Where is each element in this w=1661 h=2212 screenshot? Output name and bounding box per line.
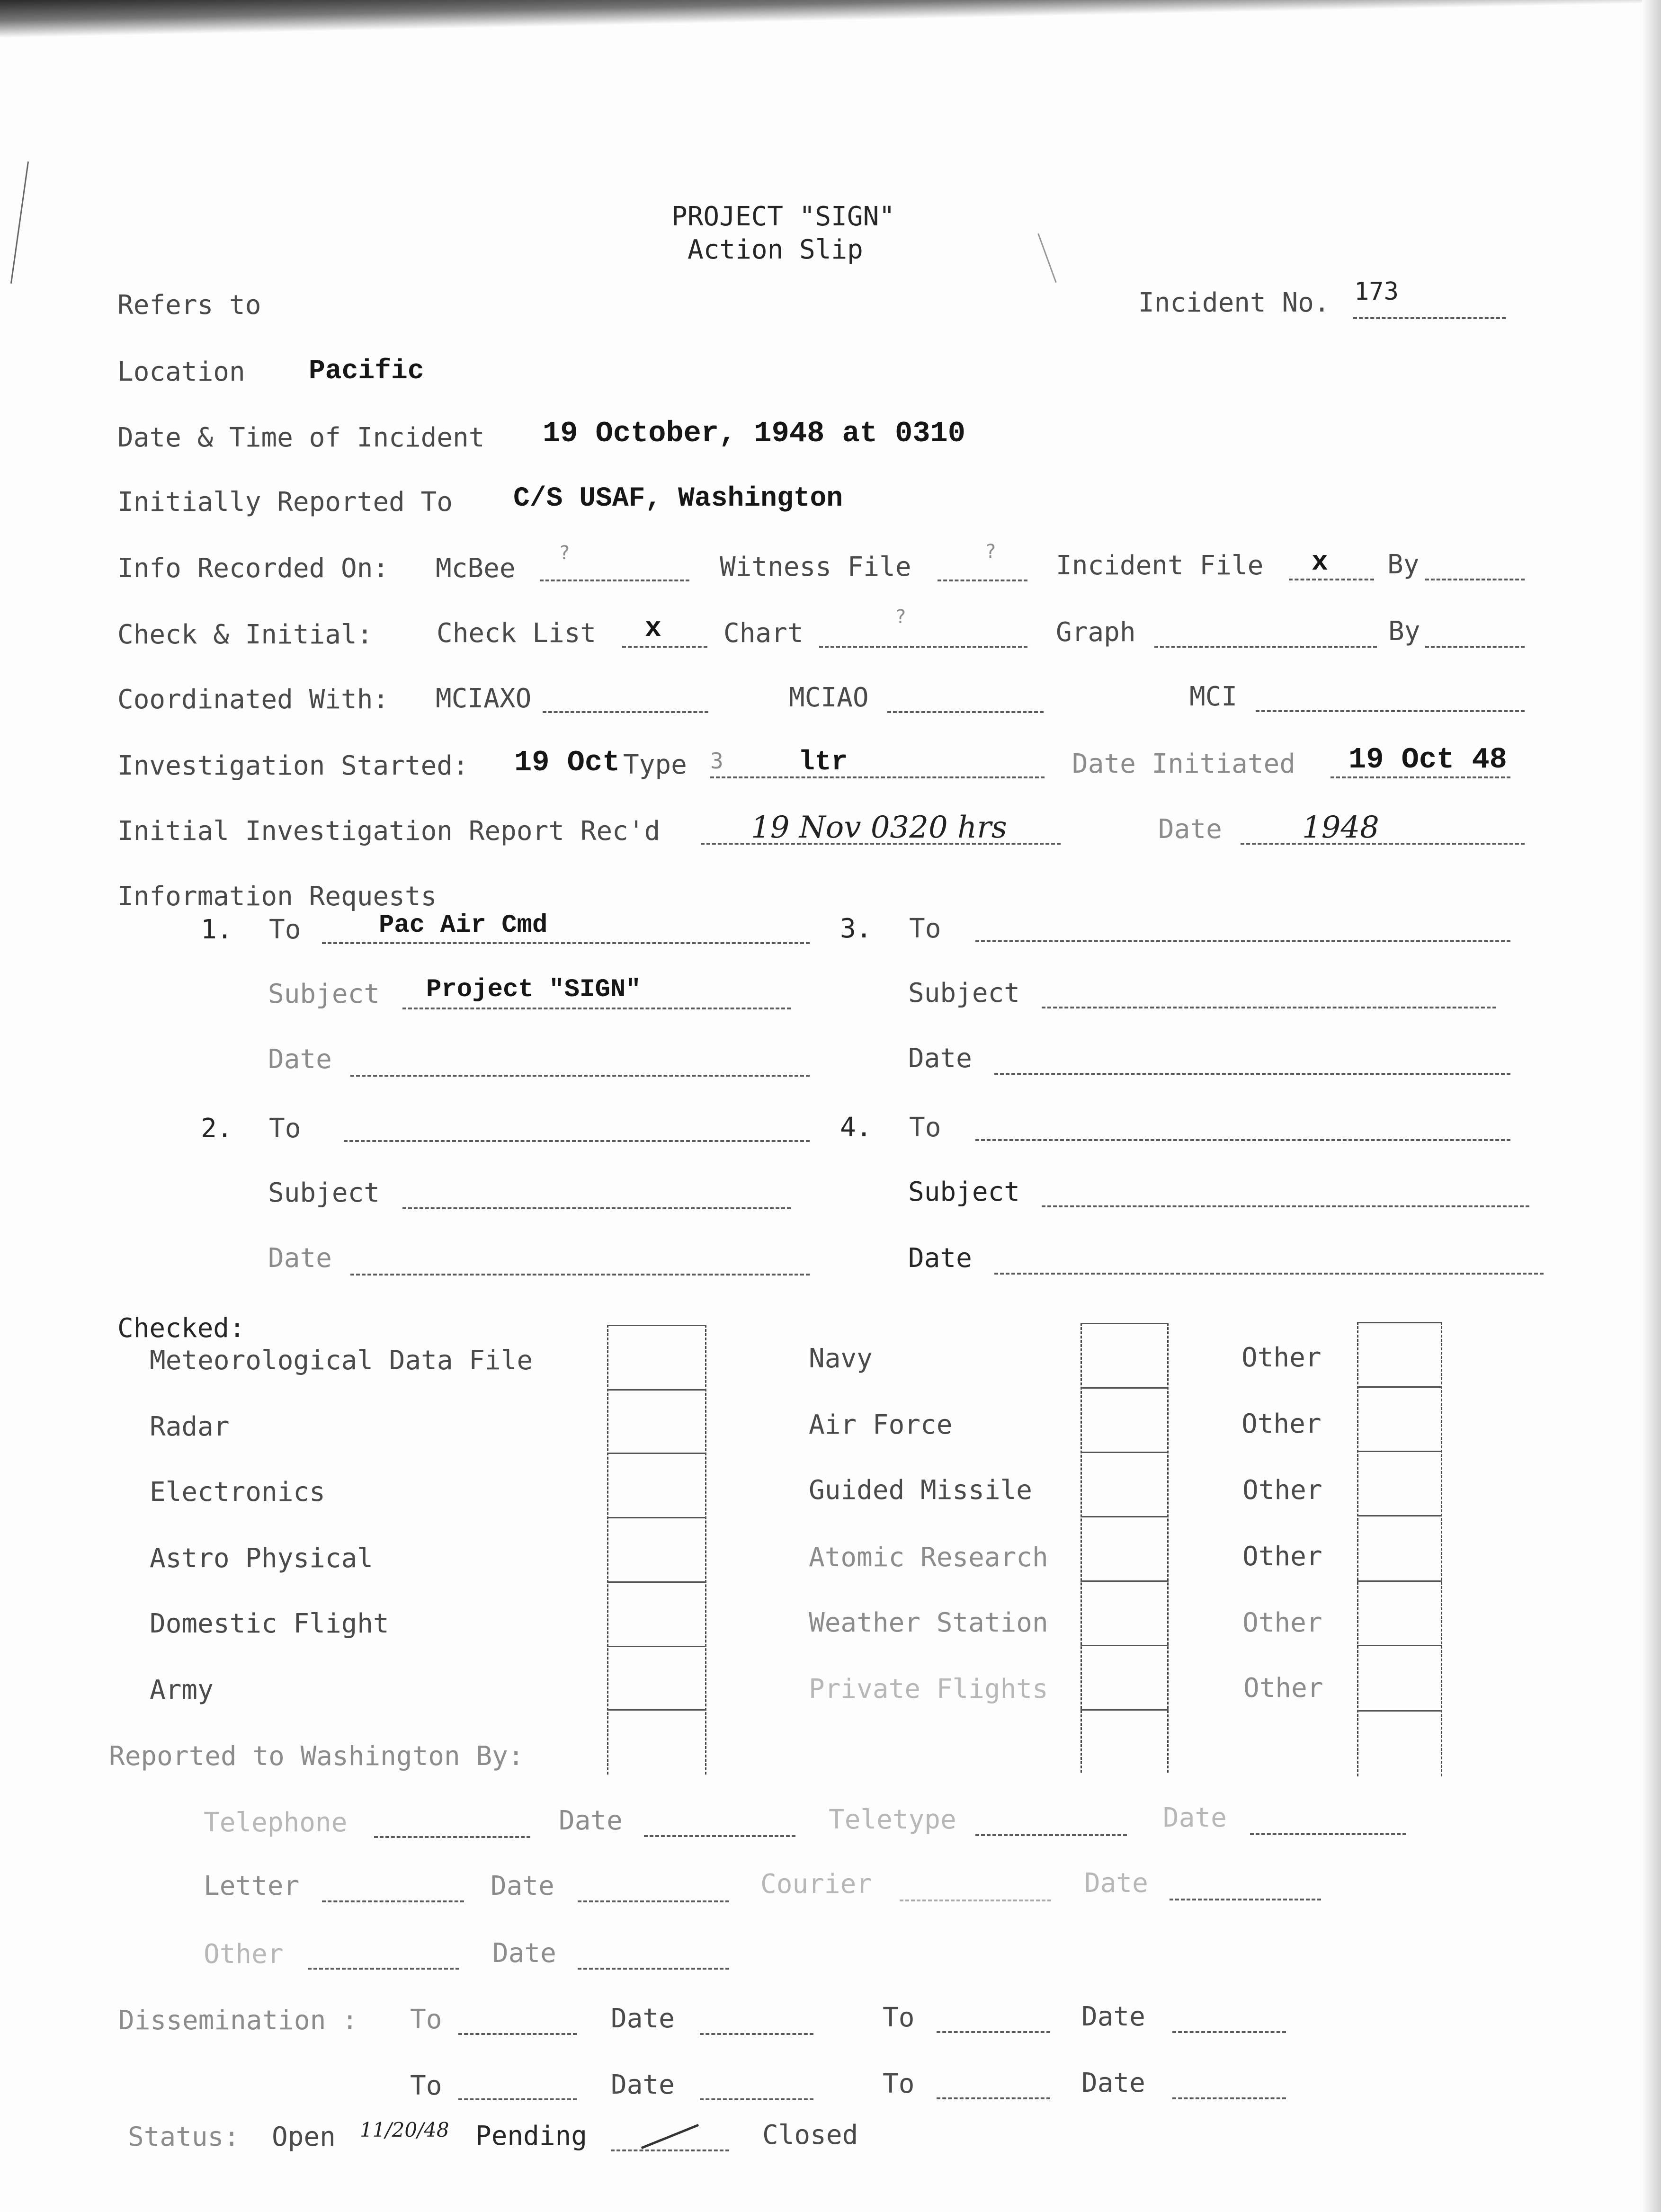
status-open-value: 11/20/48 xyxy=(360,2118,449,2141)
checked-item-label: Electronics xyxy=(150,1477,325,1507)
checked-item-label: Astro Physical xyxy=(150,1543,374,1574)
request-date-field[interactable] xyxy=(350,1075,810,1077)
chart-label: Chart xyxy=(723,618,804,649)
scan-artifact-mark xyxy=(10,161,29,284)
checked-item-label: Other xyxy=(1241,1409,1322,1439)
checked-item-label: Other xyxy=(1242,1607,1322,1638)
request-date-label: Date xyxy=(908,1243,972,1274)
mciao-label: MCIAO xyxy=(789,682,869,713)
request-to-field[interactable] xyxy=(975,940,1510,942)
scan-right-edge xyxy=(1642,0,1661,2212)
courier-field[interactable] xyxy=(900,1900,1051,1901)
checked-item-label: Army xyxy=(150,1675,214,1705)
form-subtitle: Action Slip xyxy=(688,234,863,265)
courier-label: Courier xyxy=(760,1869,873,1900)
mcbee-label: McBee xyxy=(436,553,516,584)
check-by-field[interactable] xyxy=(1425,646,1525,648)
datetime-value: 19 October, 1948 at 0310 xyxy=(543,417,965,450)
initial-report-value: 19 Nov 0320 hrs xyxy=(751,810,1007,845)
dissemination-to-label: To xyxy=(883,2002,915,2033)
reported-to-label: Initially Reported To xyxy=(117,487,453,517)
checked-column-1-boxes xyxy=(607,1325,706,1775)
refers-to-label: Refers to xyxy=(117,290,261,321)
courier-date-label: Date xyxy=(1084,1868,1148,1899)
request-subject-label: Subject xyxy=(908,1177,1020,1207)
mci-field[interactable] xyxy=(1256,710,1525,712)
dissemination-to-field[interactable] xyxy=(458,2098,577,2100)
request-subject-label: Subject xyxy=(268,1177,380,1208)
checked-label: Checked: xyxy=(117,1313,245,1344)
check-box[interactable] xyxy=(1081,1323,1169,1324)
scan-artifact-mark xyxy=(1037,233,1056,283)
dissemination-date-label: Date xyxy=(611,2069,675,2100)
other-date-field[interactable] xyxy=(578,1968,729,1970)
request-to-label: To xyxy=(269,914,301,945)
type-value: 3 xyxy=(710,748,723,774)
checked-item-label: Domestic Flight xyxy=(150,1608,389,1639)
request-date-field[interactable] xyxy=(350,1274,810,1275)
request-subject-label: Subject xyxy=(908,978,1020,1008)
check-box[interactable] xyxy=(607,1646,706,1647)
incident-no-label: Incident No. xyxy=(1138,287,1330,318)
dissemination-date-label: Date xyxy=(611,2003,675,2034)
check-box[interactable] xyxy=(607,1581,706,1583)
type-detail: ltr xyxy=(798,747,848,778)
request-subject-field[interactable] xyxy=(1042,1205,1529,1207)
info-by-label: By xyxy=(1387,549,1420,580)
chart-field[interactable] xyxy=(819,646,1027,648)
initial-report-date-field[interactable] xyxy=(1241,843,1525,845)
teletype-date-field[interactable] xyxy=(1250,1833,1406,1835)
check-box[interactable] xyxy=(1357,1386,1442,1388)
status-open-label: Open xyxy=(272,2122,336,2152)
checked-column-3-boxes xyxy=(1357,1322,1442,1776)
incident-no-value: 173 xyxy=(1354,277,1399,306)
mcbee-field[interactable] xyxy=(540,580,689,581)
other-label: Other xyxy=(204,1939,284,1970)
dissemination-date-field[interactable] xyxy=(1172,2031,1286,2033)
check-box[interactable] xyxy=(607,1517,706,1518)
request-to-label: To xyxy=(909,1112,941,1143)
witness-file-label: Witness File xyxy=(720,552,911,582)
request-date-field[interactable] xyxy=(994,1273,1544,1275)
location-value: Pacific xyxy=(309,356,424,387)
telephone-date-field[interactable] xyxy=(644,1835,795,1837)
checked-item-label: Private Flights xyxy=(809,1674,1048,1704)
check-box[interactable] xyxy=(1081,1452,1169,1453)
status-pending-field[interactable] xyxy=(611,2150,729,2151)
mciaxo-label: MCIAXO xyxy=(436,683,532,714)
checklist-value: x xyxy=(645,614,661,644)
check-box[interactable] xyxy=(1357,1451,1442,1452)
checklist-field[interactable] xyxy=(622,646,707,648)
date-initiated-field[interactable] xyxy=(1331,776,1510,778)
request-subject-value: Project "SIGN" xyxy=(426,975,641,1004)
check-initial-label: Check & Initial: xyxy=(117,619,373,650)
date-initiated-value: 19 Oct 48 xyxy=(1348,743,1507,776)
check-box[interactable] xyxy=(1357,1645,1442,1646)
check-box[interactable] xyxy=(607,1709,706,1711)
dissemination-to-field[interactable] xyxy=(458,2033,577,2035)
check-box[interactable] xyxy=(1081,1645,1169,1646)
request-to-label: To xyxy=(269,1113,301,1144)
request-date-label: Date xyxy=(268,1243,332,1274)
checked-item-label: Atomic Research xyxy=(809,1542,1048,1573)
dissemination-date-field[interactable] xyxy=(700,2033,813,2035)
request-date-label: Date xyxy=(908,1043,972,1074)
dissemination-to-field[interactable] xyxy=(937,2097,1050,2099)
check-by-label: By xyxy=(1388,616,1420,647)
status-label: Status: xyxy=(128,2122,240,2152)
request-subject-field[interactable] xyxy=(402,1207,791,1209)
info-recorded-label: Info Recorded On: xyxy=(117,553,389,584)
mciaxo-field[interactable] xyxy=(543,711,708,713)
chart-value: ? xyxy=(895,606,907,628)
request-number: 1. xyxy=(201,914,233,945)
other-field[interactable] xyxy=(308,1968,459,1970)
checklist-label: Check List xyxy=(437,618,597,649)
check-box[interactable] xyxy=(607,1325,706,1326)
coordinated-label: Coordinated With: xyxy=(117,684,389,715)
check-box[interactable] xyxy=(1357,1580,1442,1582)
initial-report-field[interactable] xyxy=(701,843,1061,845)
check-box[interactable] xyxy=(1081,1580,1169,1582)
courier-date-field[interactable] xyxy=(1170,1899,1321,1900)
dissemination-to-label: To xyxy=(883,2069,915,2099)
other-date-label: Date xyxy=(492,1938,556,1969)
request-to-value: Pac Air Cmd xyxy=(379,911,548,940)
request-number: 2. xyxy=(201,1113,233,1144)
reported-washington-label: Reported to Washington By: xyxy=(109,1741,524,1772)
check-box[interactable] xyxy=(1357,1322,1442,1323)
request-to-label: To xyxy=(909,913,941,944)
request-date-field[interactable] xyxy=(994,1073,1510,1075)
checked-item-label: Guided Missile xyxy=(809,1475,1033,1506)
date-initiated-label: Date Initiated xyxy=(1072,749,1296,779)
mcbee-value: ? xyxy=(559,542,571,564)
request-to-field[interactable] xyxy=(322,942,810,944)
checked-item-label: Other xyxy=(1241,1342,1322,1373)
teletype-field[interactable] xyxy=(975,1834,1127,1836)
request-subject-field[interactable] xyxy=(402,1008,791,1009)
location-label: Location xyxy=(117,357,245,387)
request-to-field[interactable] xyxy=(975,1139,1510,1141)
info-by-field[interactable] xyxy=(1425,579,1525,580)
teletype-label: Teletype xyxy=(829,1804,956,1835)
letter-date-field[interactable] xyxy=(578,1900,729,1902)
check-box[interactable] xyxy=(1357,1710,1442,1712)
incident-no-field xyxy=(1353,317,1506,319)
checkmark-icon xyxy=(641,2124,699,2149)
incident-file-value: x xyxy=(1312,547,1328,578)
request-to-field[interactable] xyxy=(344,1140,810,1142)
telephone-label: Telephone xyxy=(204,1807,348,1838)
witness-file-field[interactable] xyxy=(938,580,1027,581)
request-number: 3. xyxy=(840,913,872,944)
incident-file-field[interactable] xyxy=(1289,579,1374,580)
check-box[interactable] xyxy=(1357,1515,1442,1516)
request-number: 4. xyxy=(840,1112,872,1143)
dissemination-date-label: Date xyxy=(1081,2001,1145,2032)
checked-item-label: Radar xyxy=(150,1411,230,1442)
mciao-field[interactable] xyxy=(887,711,1044,713)
request-date-label: Date xyxy=(268,1044,332,1075)
request-subject-label: Subject xyxy=(268,979,380,1009)
teletype-date-label: Date xyxy=(1163,1802,1227,1833)
form-title: PROJECT "SIGN" xyxy=(671,201,895,232)
telephone-field[interactable] xyxy=(374,1836,530,1838)
telephone-date-label: Date xyxy=(559,1805,623,1836)
graph-field[interactable] xyxy=(1154,646,1377,648)
check-box[interactable] xyxy=(1081,1387,1169,1389)
graph-label: Graph xyxy=(1056,617,1136,648)
checked-column-2-boxes xyxy=(1081,1323,1169,1773)
status-pending-label: Pending xyxy=(475,2121,588,2151)
checked-item-label: Other xyxy=(1242,1541,1322,1572)
info-requests-label: Information Requests xyxy=(117,881,437,912)
scan-top-edge xyxy=(0,0,1661,38)
dissemination-label: Dissemination : xyxy=(118,2005,358,2036)
letter-date-label: Date xyxy=(491,1871,554,1901)
status-closed-label: Closed xyxy=(762,2120,858,2150)
investigation-started-value: 19 Oct xyxy=(514,746,620,779)
letter-field[interactable] xyxy=(322,1900,464,1902)
checked-item-label: Navy xyxy=(809,1343,873,1374)
dissemination-to-label: To xyxy=(410,2070,442,2101)
dissemination-to-field[interactable] xyxy=(937,2031,1050,2033)
dissemination-date-field[interactable] xyxy=(700,2098,813,2100)
checked-item-label: Other xyxy=(1242,1475,1322,1506)
dissemination-date-field[interactable] xyxy=(1172,2097,1286,2099)
witness-file-value: ? xyxy=(985,541,997,562)
check-box[interactable] xyxy=(607,1453,706,1454)
initial-report-date-label: Date xyxy=(1158,814,1222,845)
request-subject-field[interactable] xyxy=(1042,1007,1496,1008)
check-box[interactable] xyxy=(607,1389,706,1391)
type-field[interactable] xyxy=(710,776,1045,778)
initial-report-date-value: 1948 xyxy=(1302,810,1379,845)
dissemination-date-label: Date xyxy=(1081,2068,1145,2098)
check-box[interactable] xyxy=(1081,1516,1169,1517)
checked-item-label: Weather Station xyxy=(809,1607,1048,1638)
type-label: Type xyxy=(623,749,687,780)
mci-label: MCI xyxy=(1189,681,1238,712)
datetime-label: Date & Time of Incident xyxy=(117,422,485,453)
dissemination-to-label: To xyxy=(410,2004,442,2035)
checked-item-label: Other xyxy=(1243,1673,1323,1704)
checked-item-label: Meteorological Data File xyxy=(150,1345,533,1376)
incident-file-label: Incident File xyxy=(1056,550,1264,581)
letter-label: Letter xyxy=(204,1871,300,1901)
investigation-started-label: Investigation Started: xyxy=(117,750,469,781)
check-box[interactable] xyxy=(1081,1709,1169,1711)
initial-report-label: Initial Investigation Report Rec'd xyxy=(117,816,661,847)
checked-item-label: Air Force xyxy=(809,1409,953,1440)
reported-to-value: C/S USAF, Washington xyxy=(513,483,843,514)
